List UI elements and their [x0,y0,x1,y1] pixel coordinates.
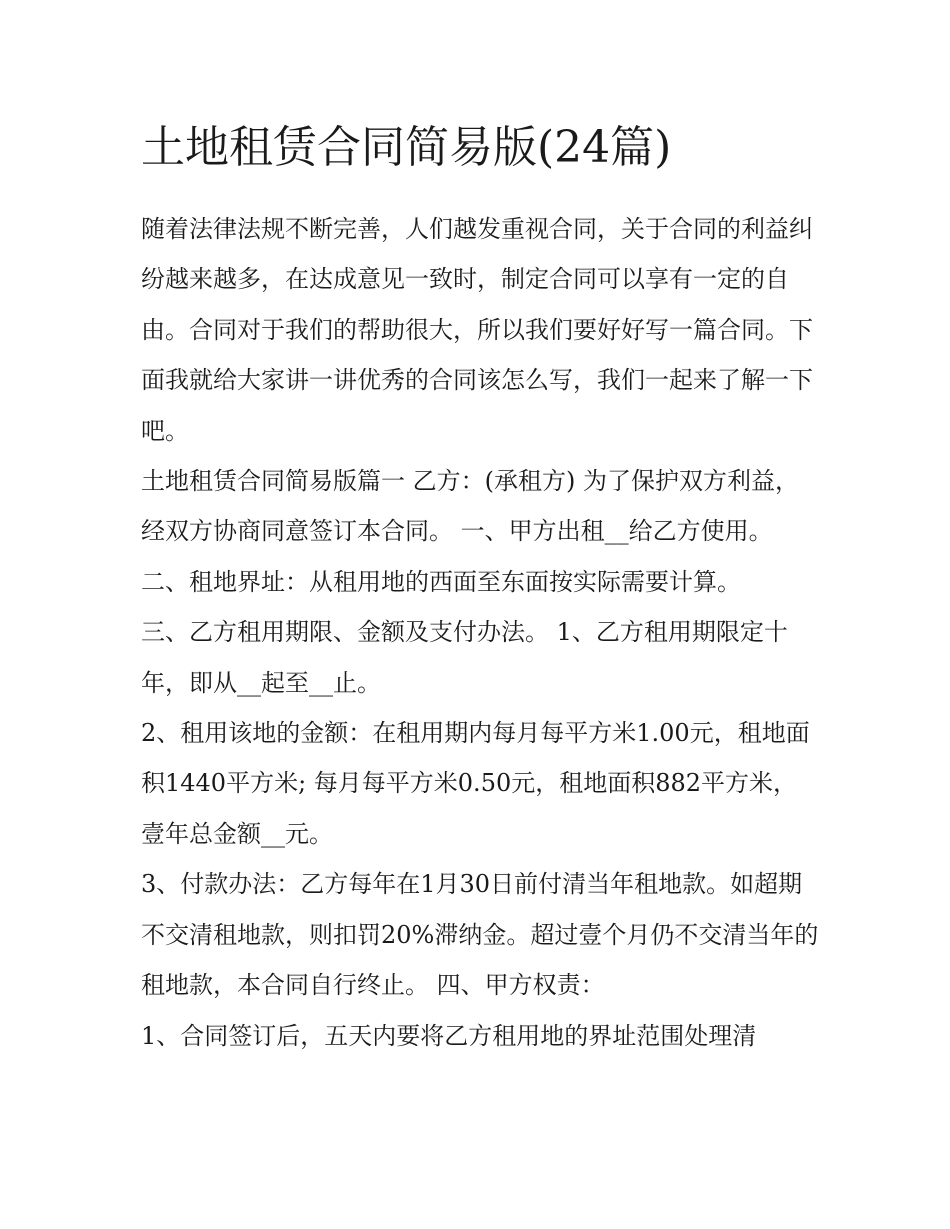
paragraph-intro: 随着法律法规不断完善，人们越发重视合同，关于合同的利益纠纷越来越多，在达成意见一致时，制定合同可以享有一定的自由。合同对于我们的帮助很大，所以我们要好好写一篇合同。下面我就给大家讲一讲优秀的合同该怎么写，我们一起来了解一下吧。 [141,215,813,445]
paragraph-clause-two: 二、租地界址：从租用地的西面至东面按实际需要计算。 [141,567,741,596]
paragraph-clause-three: 三、乙方租用期限、金额及支付办法。 1、乙方租用期限定十年，即从__起至__止。 [141,618,788,697]
paragraph-party-a-duty-one: 1、合同签订后，五天内要将乙方租用地的界址范围处理清 [141,1021,757,1050]
document-page [141,118,821,1061]
paragraph-payment-method: 3、付款办法：乙方每年在1月30日前付清当年租地款。如超期不交清租地款，则扣罚20%滞纳金。超过壹个月仍不交清当年的租地款，本合同自行终止。 四、甲方权责： [141,870,819,1000]
paragraph-rent-amount: 2、租用该地的金额：在租用期内每月每平方米1.00元，租地面积1440平方米; 每月每平方米0.50元，租地面积882平方米，壹年总金额__元。 [141,719,810,848]
document-title: 土地租赁合同简易版(24篇) [141,122,672,173]
paragraph-part-one: 土地租赁合同简易版篇一 乙方：(承租方) 为了保护双方利益，经双方协商同意签订本合同。 一、甲方出租__给乙方使用。 [141,467,799,546]
